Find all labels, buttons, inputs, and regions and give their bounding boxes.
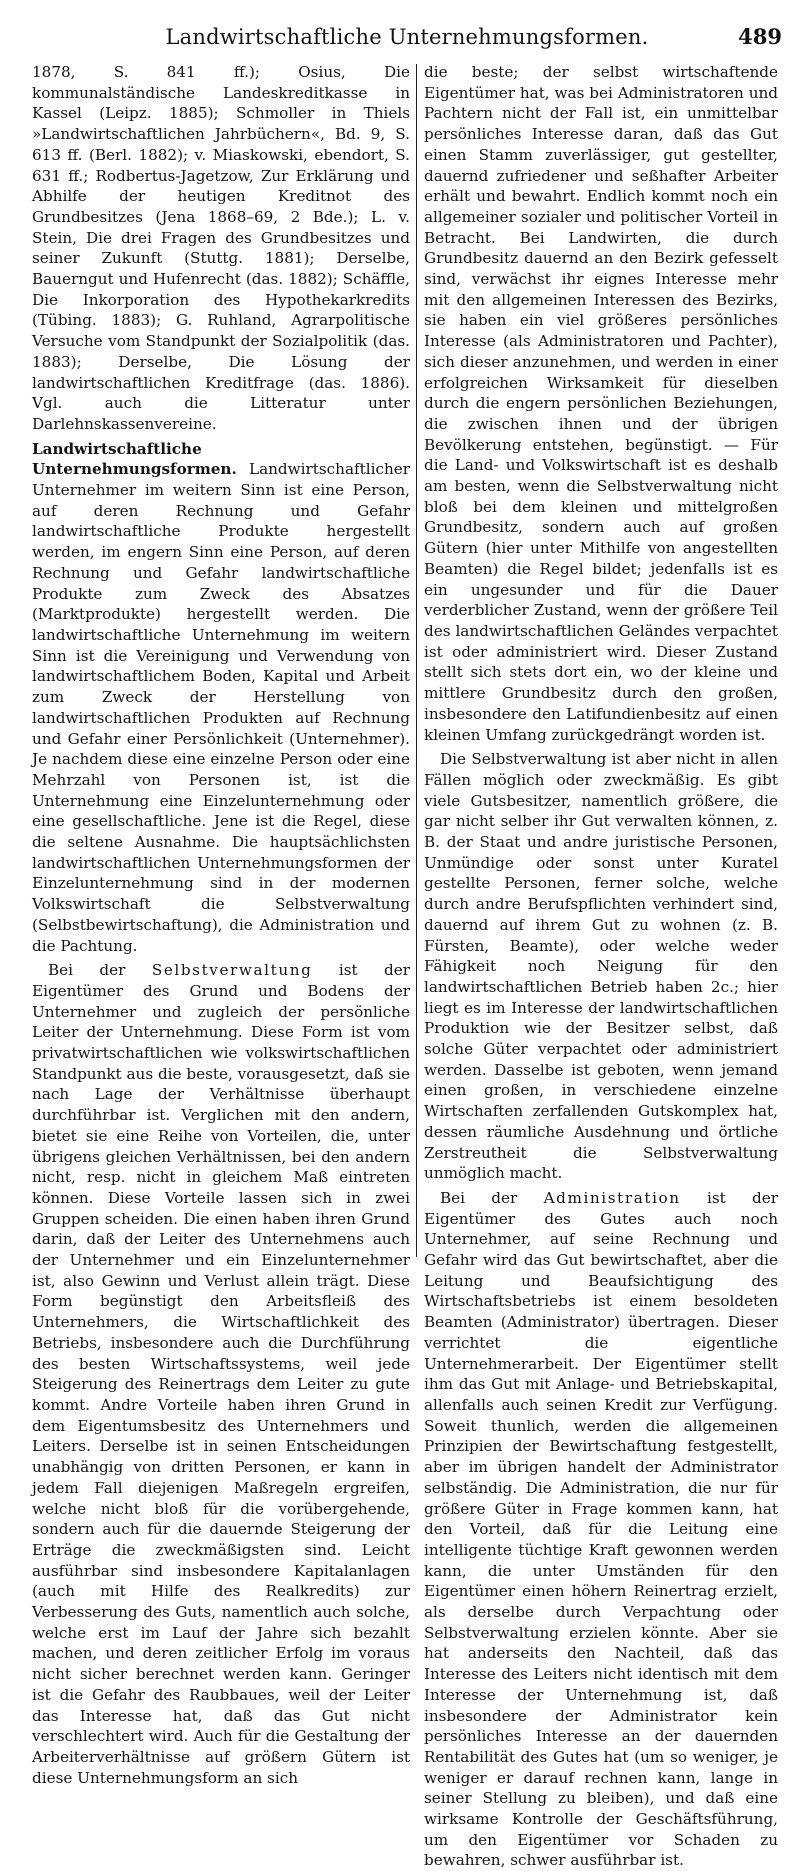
paragraph-administration (424, 1188, 778, 1871)
paragraph-body: ist der Eigentümer des Grund und Bodens der Unternehmer und zugleich der persönliche Leiter der Unternehmung. Diese Form ist vom privatwirtschaftlichen wie volkswirtschaftlichen Standpunkt aus die beste, vorausgesetzt, daß sie nach Lage der Verhältnisse überhaupt durchführbar ist. Verglichen mit den andern, bietet sie eine Reihe von Vorteilen, die, unter übrigens gleichen Verhältnissen, bei den andern nicht, resp. nicht in gleichem Maß eintreten können. Diese Vorteile lassen sich in zwei Gruppen scheiden. Die einen haben ihren Grund darin, daß der Leiter des Unternehmens auch der Unternehmer und ein Einzelunternehmer ist, also Gewinn und Verlust allein trägt. Diese Form begünstigt den Arbeitsfleiß des Unternehmers, die Wirtschaftlichkeit des Betriebs, insbesondere auch die Durchführung des besten Wirtschaftssystems, weil jede Steigerung des Reinertrags dem Leiter zu gute kommt. Andre Vorteile haben ihren Grund in dem Eigentumsbesitz des Unternehmers und Leiters. Derselbe ist in seinen Entscheidungen unabhängig von dritten Personen, er kann in jedem Fall diejenigen Maßregeln ergreifen, welche nicht bloß für die vorübergehende, sondern auch für die dauernde Steigerung der Erträge die zweckmäßigsten sind. Leicht ausführbar sind insbesondere Kapitalanlagen (auch mit Hilfe des Realkredits) zur Verbesserung des Guts, namentlich auch solche, welche erst im Lauf der Jahre sich bezahlt machen, und deren zeitlicher Erfolg im voraus nicht sicher berechnet werden kann. Geringer ist die Gefahr des Raubbaues, weil der Leiter das Interesse hat, daß das Gut nicht verschlechtert wird. Auch für die Gestaltung der Arbeiterverhältnisse auf größern Gütern ist diese Unternehmungsform an sich (32, 961, 410, 1787)
page-number: 489 (738, 24, 782, 49)
paragraph-lead: Bei der (48, 961, 152, 980)
term-selbstverwaltung: Selbstverwaltung (151, 961, 313, 980)
paragraph-entry-intro (32, 439, 410, 957)
column-divider (416, 64, 417, 1257)
left-column (32, 62, 410, 1787)
entry-headword: Landwirtschaftliche Unternehmungsformen. (32, 439, 237, 479)
entry-intro-text: Landwirtschaftlicher Unternehmer im weitern Sinn ist eine Person, auf deren Rechnung und Gefahr landwirtschaftliche Produkte hergestellt werden, im engern Sinn eine Person, auf deren Rechnung und Gefahr landwirtschaftliche Produkte zum Zweck des Absatzes (Marktprodukte) hergestellt werden. Die landwirtschaftliche Unternehmung im weitern Sinn ist die Vereinigung und Verwendung von landwirtschaftlichem Boden, Kapital und Arbeit zum Zweck der Herstellung von landwirtschaftlichen Produkten auf Rechnung und Gefahr einer Persönlichkeit (Unternehmer). Je nachdem diese eine einzelne Person oder eine Mehrzahl von Personen ist, ist die Unternehmung eine Einzelunternehmung oder eine gesellschaftliche. Jene ist die Regel, diese die seltene Ausnahme. Die hauptsächlichsten landwirtschaftlichen Unternehmungsformen der Einzelunternehmung sind in der modernen Volkswirtschaft die Selbstverwaltung (Selbstbewirtschaftung), die Administration und die Pachtung. (32, 460, 410, 955)
paragraph-literature-references: 1878, S. 841 ff.); Osius, Die kommunalständische Landeskreditkasse in Kassel (Leipz. 1885); Schmoller in Thiels »Landwirtschaftlichen Jahrbüchern«, Bd. 9, S. 613 ff. (Berl. 1882); v. Miaskowski, ebendort, S. 631 ff.; Rodbertus-Jagetzow, Zur Erklärung und Abhilfe der heutigen Kreditnot des Grundbesitzes (Jena 1868–69, 2 Bde.); L. v. Stein, Die drei Fragen des Grundbesitzes und seiner Zukunft (Stuttg. 1881); Derselbe, Bauerngut und Hufenrecht (das. 1882); Schäffle, Die Inkorporation des Hypothekarkredits (Tübing. 1883); G. Ruhland, Agrarpolitische Versuche vom Standpunkt der Sozialpolitik (das. 1883); Derselbe, Die Lösung der landwirtschaftlichen Kreditfrage (das. 1886). Vgl. auch die Litteratur unter Darlehnskassenvereine. (32, 63, 410, 433)
paragraph-limits-selbstverwaltung: Die Selbstverwaltung ist aber nicht in allen Fällen möglich oder zweckmäßig. Es gibt viele Gutsbesitzer, namentlich größere, die gar nicht selber ihr Gut verwalten können, z. B. der Staat und andre juristische Personen, Unmündige oder sonst unter Kuratel gestellte Personen, ferner solche, welche durch andre Berufspflichten verhindert sind, dauernd auf ihrem Gut zu wohnen (z. B. Fürsten, Beamte), oder welche weder Fähigkeit noch Neigung für den landwirtschaftlichen Betrieb haben 2c.; hier liegt es im Interesse der landwirtschaftlichen Produktion wie der Besitzer selbst, daß solche Güter verpachtet oder administriert werden. Dasselbe ist geboten, wenn jemand einen großen, in verschiedene einzelne Wirtschaften zerfallenden Gutskomplex hat, dessen räumliche Ausdehnung und örtliche Zerstreutheit die Selbstverwaltung unmöglich macht. (424, 750, 778, 1183)
running-title: Landwirtschaftliche Unternehmungsformen. (165, 25, 649, 49)
paragraph-continuation: die beste; der selbst wirtschaftende Eigentümer hat, was bei Administratoren und Pachtern nicht der Fall ist, ein unmittelbar persönliches Interesse daran, daß das Gut einen Stamm zuverlässiger, gut gestellter, dauernd zufriedener und seßhafter Arbeiter erhält und bewahrt. Endlich kommt noch ein allgemeiner sozialer und politischer Vorteil in Betracht. Bei Landwirten, die durch Grundbesitz dauernd an den Bezirk gefesselt sind, verwächst ihr eignes Interesse mehr mit den allgemeinen Interessen des Bezirks, sie haben ein viel größeres persönliches Interesse (als Administratoren und Pachter), sich dieser anzunehmen, und werden in einer erfolgreichen Wirksamkeit für dieselben durch die engern persönlichen Beziehungen, die zwischen ihnen und der übrigen Bevölkerung entstehen, begünstigt. — Für die Land- und Volkswirtschaft ist es deshalb am besten, wenn die Selbstverwaltung nicht bloß bei dem kleinen und mittelgroßen Grundbesitz, sondern auch auf großen Gütern (hier unter Mithilfe von angestellten Beamten) die Regel bildet; jedenfalls ist es ein ungesunder und für die Dauer verderblicher Zustand, wenn der größere Teil des landwirtschaftlichen Geländes verpachtet ist oder administriert wird. Dieser Zustand stellt sich stets dort ein, wo der kleine und mittlere Grundbesitz durch den großen, insbesondere den Latifundienbesitz auf einen kleinen Umfang zurückgedrängt worden ist. (424, 63, 778, 744)
page-header (32, 20, 782, 54)
term-administration: Administration (543, 1188, 681, 1207)
right-column (424, 62, 778, 1870)
paragraph-lead: Bei der (440, 1188, 544, 1207)
paragraph-body: ist der Eigentümer des Gutes auch noch Unternehmer, auf seine Rechnung und Gefahr wird das Gut bewirtschaftet, aber die Leitung und Beaufsichtigung des Wirtschaftsbetriebs ist einem besoldeten Beamten (Administrator) übertragen. Dieser verrichtet die eigentliche Unternehmerarbeit. Der Eigentümer stellt ihm das Gut mit Anlage- und Betriebskapital, allenfalls auch seinen Kredit zur Verfügung. Soweit thunlich, werden die allgemeinen Prinzipien der Bewirtschaftung festgestellt, aber im übrigen handelt der Administrator selbständig. Die Administration, die nur für größere Güter in Frage kommen kann, hat den Vorteil, daß für die Leitung eine intelligente tüchtige Kraft gewonnen werden kann, die unter Umständen für den Eigentümer einen höhern Reinertrag erzielt, als derselbe durch Verpachtung oder Selbstverwaltung erzielen könnte. Aber sie hat anderseits den Nachteil, daß das Interesse des Leiters nicht identisch mit dem Interesse der Unternehmung ist, daß insbesondere der Administrator kein persönliches Interesse an der dauernden Rentabilität des Gutes hat (um so weniger, je weniger er darauf rechnen kann, lange in seiner Stellung zu bleiben), und daß eine wirksame Kontrolle der Geschäftsführung, um den Eigentümer vor Schaden zu bewahren, schwer ausführbar ist. (424, 1188, 778, 1870)
paragraph-selbstverwaltung (32, 960, 410, 1788)
